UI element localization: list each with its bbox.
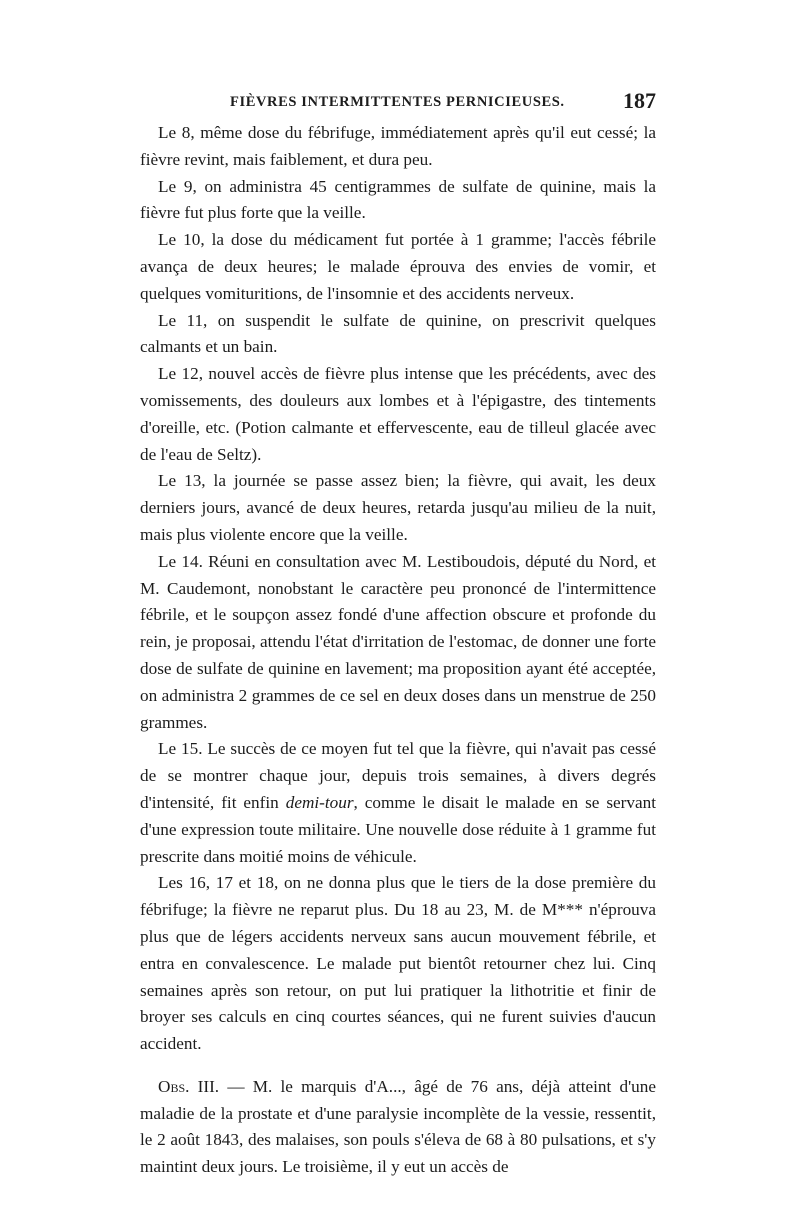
paragraph-day-15-end: , comme le disait le malade en se servant d'une expression toute militaire. Une nouvelle dose réduite à 1 gramme fut prescrite dans moitié moins de véhicule. — [140, 792, 656, 866]
observation-text: — M. le marquis d'A..., âgé de 76 ans, déjà atteint d'une maladie de la prostate et d'une paralysie incomplète de la vessie, ressentit, le 2 août 1843, des malaises, son pouls s'éleva de 68 à 80 pulsations, et s'y maintint deux jours. Le troisième, il y eut un accès de — [140, 1076, 656, 1177]
paragraph-days-16-23: Les 16, 17 et 18, on ne donna plus que le tiers de la dose première du fébrifuge; la fièvre ne reparut plus. Du 18 au 23, M. de M*** n'éprouva plus que de légers accidents nerveux sans aucun mouvement fébrile, et entra en convalescence. Le malade put bientôt retourner chez lui. Cinq semaines après son retour, on put lui pratiquer la lithotritie et finir de broyer ses calculs en cinq courtes séances, qui ne furent suivies d'aucun accident. — [140, 873, 656, 1054]
emphasis-demi-tour: demi-tour — [285, 792, 354, 812]
observation-label: Obs. III. — [158, 1076, 220, 1096]
paragraph-day-11: Le 11, on suspendit le sulfate de quinine, on prescrivit quelques calmants et un bain. — [140, 310, 656, 357]
page-content — [140, 88, 656, 1181]
page-number: 187 — [623, 88, 656, 113]
running-title: FIÈVRES INTERMITTENTES PERNICIEUSES. — [230, 94, 565, 110]
running-head — [140, 88, 656, 114]
paragraph-day-8: Le 8, même dose du fébrifuge, immédiatement après qu'il eut cessé; la fièvre revint, mais faiblement, et dura peu. — [140, 123, 656, 169]
paragraph-day-13: Le 13, la journée se passe assez bien; la fièvre, qui avait, les deux derniers jours, avancé de deux heures, retarda jusqu'au milieu de la nuit, mais plus violente encore que la veille. — [140, 471, 656, 544]
paragraph-day-12: Le 12, nouvel accès de fièvre plus intense que les précédents, avec des vomissements, des douleurs aux lombes et à l'épigastre, des tintements d'oreille, etc. (Potion calmante et effervescente, eau de tilleul glacée avec de l'eau de Seltz). — [140, 364, 656, 464]
paragraph-day-10: Le 10, la dose du médicament fut portée à 1 gramme; l'accès fébrile avança de deux heures; le malade éprouva des envies de vomir, et quelques vomituritions, de l'insomnie et des accidents nerveux. — [140, 230, 656, 303]
paragraph-day-15 — [140, 736, 656, 870]
paragraph-day-14: Le 14. Réuni en consultation avec M. Lestiboudois, député du Nord, et M. Caudemont, nonobstant le caractère peu prononcé de l'intermittence fébrile, et le soupçon assez fondé d'une affection obscure et profonde du rein, je proposai, attendu l'état d'irritation de l'estomac, de donner une forte dose de sulfate de quinine en lavement; ma proposition ayant été acceptée, on administra 2 grammes de ce sel en deux doses dans un menstrue de 250 grammes. — [140, 551, 656, 732]
body-text — [140, 120, 656, 1181]
paragraph-day-9: Le 9, on administra 45 centigrammes de sulfate de quinine, mais la fièvre fut plus forte que la veille. — [140, 176, 656, 223]
paragraph-day-15-start: Le 15. Le succès de ce moyen fut tel que la fièvre, qui n'avait pas cessé de se montrer chaque jour, depuis trois semaines, à divers degrés d'intensité, fit enfin — [140, 739, 656, 812]
observation-paragraph — [140, 1074, 656, 1181]
